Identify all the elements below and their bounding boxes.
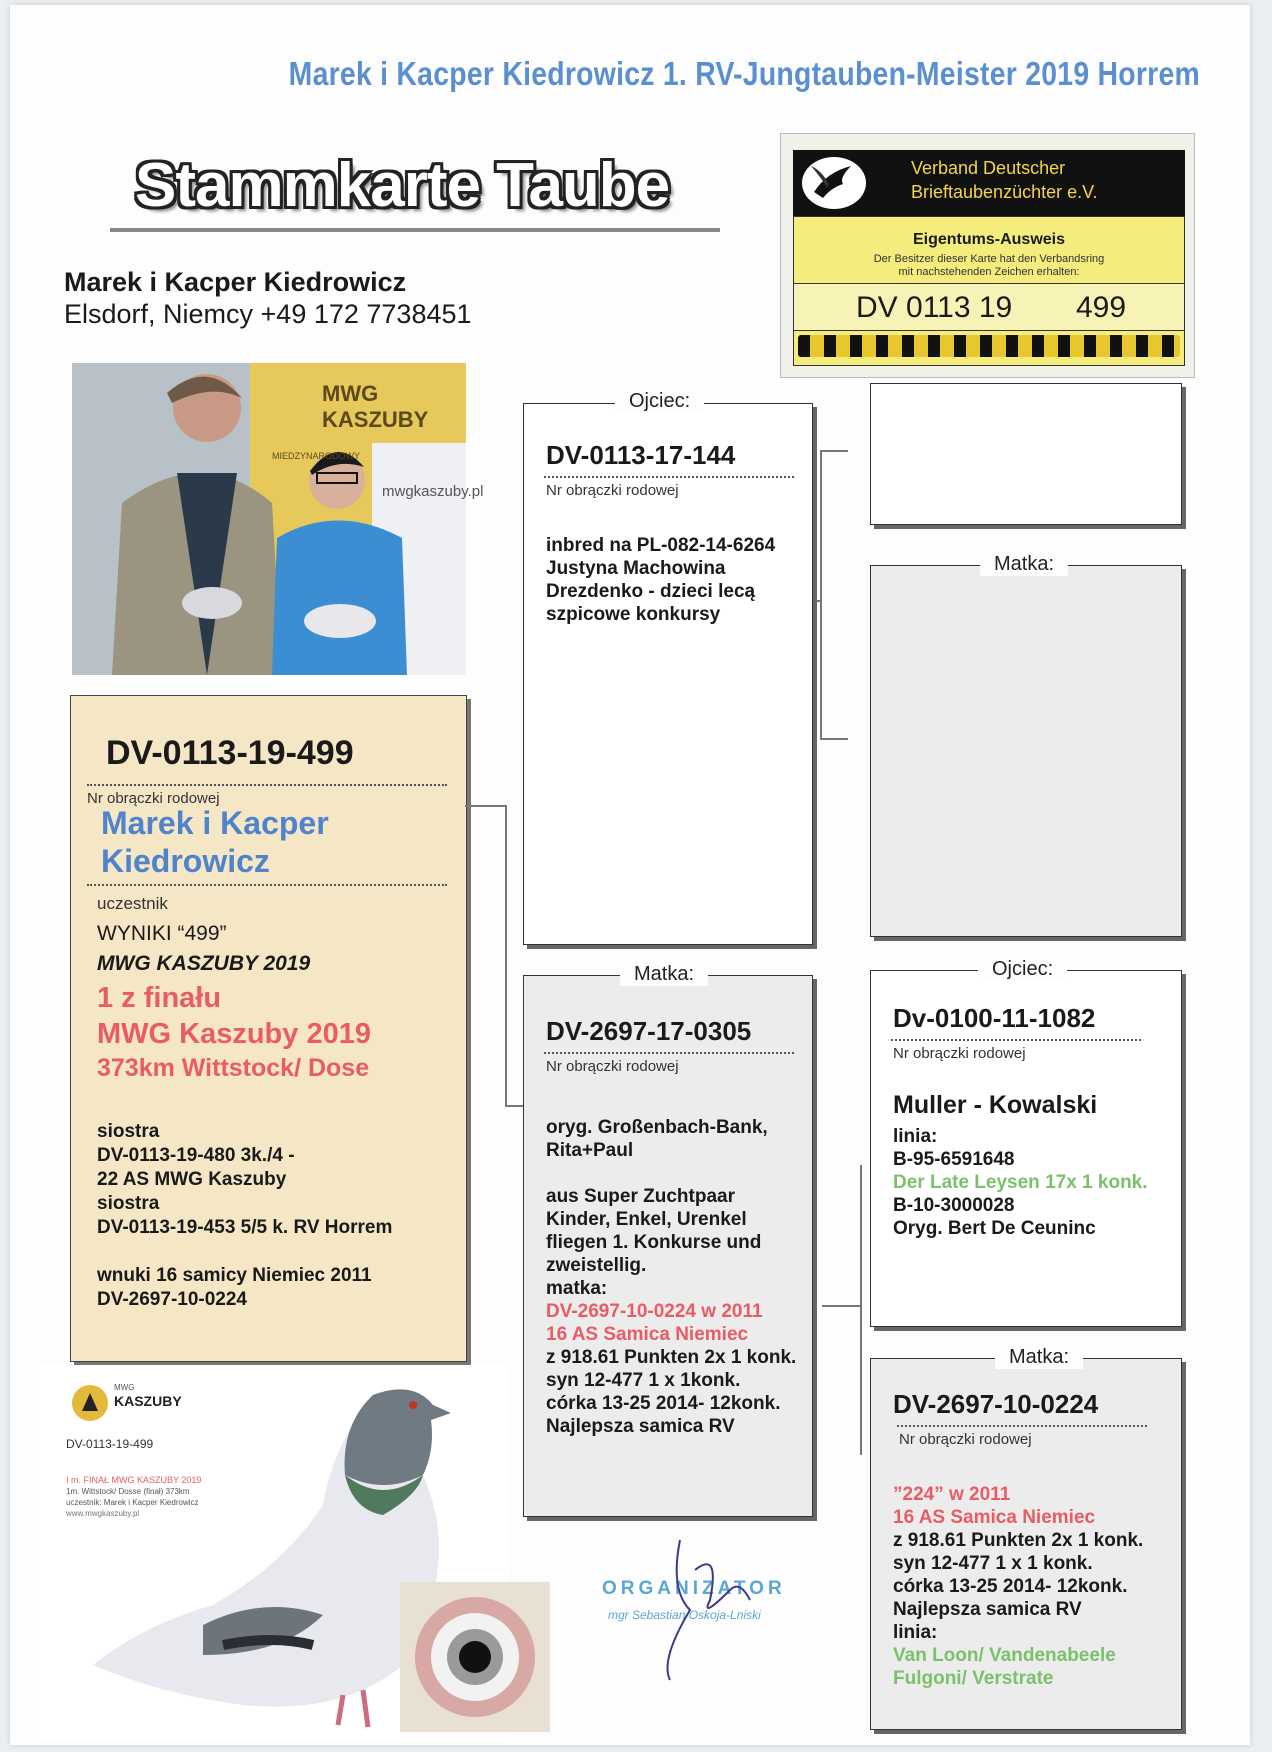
father-ring: DV-0113-17-144 <box>546 440 736 470</box>
mother-mother-info: Najlepsza samica RV <box>893 1599 1082 1620</box>
main-pigeon-card <box>70 695 467 1362</box>
mother-father-box <box>870 970 1182 1327</box>
breeders-photo <box>72 363 484 675</box>
mother-mother-info: z 918.61 Punkten 2x 1 konk. <box>893 1530 1144 1551</box>
mother-father-info: Oryg. Bert De Ceuninc <box>893 1218 1096 1239</box>
eye-closeup-image <box>400 1582 550 1732</box>
mother-info: fliegen 1. Konkurse und <box>546 1232 762 1253</box>
promo-ring: DV-0113-19-499 <box>66 1437 154 1451</box>
mother-mother-lineage: Van Loon/ Vandenabeele <box>893 1645 1116 1666</box>
connector <box>505 805 507 1105</box>
mother-info: Kinder, Enkel, Urenkel <box>546 1209 747 1230</box>
mother-mother-lineage: Fulgoni/ Verstrate <box>893 1668 1054 1689</box>
promo-line1: I m. FINAŁ MWG KASZUBY 2019 <box>66 1475 202 1485</box>
connector <box>860 1165 862 1455</box>
connector <box>820 450 822 740</box>
father-father-box <box>870 383 1182 525</box>
mother-label: Matka: <box>620 963 708 986</box>
photo-site: mwgkaszuby.pl <box>382 483 484 500</box>
ring-underline <box>891 1039 1141 1041</box>
mother-father-info: B-10-3000028 <box>893 1195 1015 1216</box>
father-ring-caption: Nr obrączki rodowej <box>546 482 679 499</box>
organizer-name: mgr Sebastian Oskoja-Lniski <box>608 1608 761 1622</box>
title-underline <box>110 228 720 232</box>
promo-line2: 1m. Wittstock/ Dosse (finał) 373km <box>66 1487 190 1496</box>
main-breeder-caption: uczestnik <box>97 894 168 913</box>
mother-mother-label: Matka: <box>995 1346 1083 1369</box>
mother-info: Najlepsza samica RV <box>546 1416 735 1437</box>
event-name: MWG KASZUBY 2019 <box>97 952 311 975</box>
connector <box>822 450 848 452</box>
connector <box>505 1105 523 1107</box>
dove-logo-icon <box>799 154 869 212</box>
mother-father-highlight: Der Late Leysen 17x 1 konk. <box>893 1172 1148 1193</box>
promo-logo: KASZUBY <box>114 1393 182 1409</box>
father-info: inbred na PL-082-14-6264 <box>546 535 776 556</box>
info-line: wnuki 16 samicy Niemiec 2011 <box>97 1265 372 1286</box>
mother-mother-highlight: ”224” w 2011 <box>893 1484 1011 1505</box>
photo-banner-sub: MIEDZYNARODOWY <box>272 451 361 461</box>
decorative-border <box>798 335 1180 357</box>
mother-mother-ring-caption: Nr obrączki rodowej <box>899 1431 1032 1448</box>
father-box <box>523 403 813 945</box>
vdb-ring-number: 499 <box>1076 291 1127 324</box>
vdb-desc1: Der Besitzer dieser Karte hat den Verbandsring <box>873 253 1105 265</box>
signature-icon <box>640 1530 760 1690</box>
promo-line4: www.mwgkaszuby.pl <box>66 1509 140 1518</box>
mother-mother-box <box>870 1358 1182 1730</box>
ring-underline <box>544 476 794 478</box>
results-label: WYNIKI “499” <box>97 922 227 945</box>
mother-mother-info: linia: <box>893 1622 938 1643</box>
ring-underline <box>544 1052 794 1054</box>
mother-mother-ring: DV-2697-10-0224 <box>893 1389 1099 1419</box>
main-ring-number: DV-0113-19-499 <box>106 734 354 772</box>
mother-info: aus Super Zuchtpaar <box>546 1186 735 1207</box>
mother-father-info: linia: <box>893 1126 938 1147</box>
info-line: DV-0113-19-453 5/5 k. RV Horrem <box>97 1217 393 1238</box>
mother-father-info: B-95-6591648 <box>893 1149 1015 1170</box>
father-mother-box <box>870 565 1182 937</box>
info-line: siostra <box>97 1121 160 1142</box>
mother-father-name: Muller - Kowalski <box>893 1091 1098 1119</box>
ring-field <box>794 283 1184 331</box>
owner-address: Elsdorf, Niemcy +49 172 7738451 <box>64 299 472 329</box>
result-place: 1 z finału <box>97 982 222 1014</box>
mother-info: oryg. Großenbach-Bank, <box>546 1117 768 1138</box>
mother-father-ring: Dv-0100-11-1082 <box>893 1003 1096 1033</box>
ownership-card-body <box>793 216 1185 366</box>
header-title: Marek i Kacper Kiedrowicz 1. RV-Jungtauben-Meister 2019 Horrem <box>288 55 1201 92</box>
info-line: siostra <box>97 1193 160 1214</box>
main-ring-caption: Nr obrączki rodowej <box>87 790 220 807</box>
ring-underline <box>897 1425 1147 1427</box>
mother-info: matka: <box>546 1278 608 1299</box>
mother-mother-info: córka 13-25 2014- 12konk. <box>893 1576 1128 1597</box>
photo-banner: MWG KASZUBY <box>322 381 429 432</box>
vdb-desc2: mit nachstehenden Zeichen erhalten: <box>898 266 1080 278</box>
mother-info: Rita+Paul <box>546 1140 634 1161</box>
mother-father-label: Ojciec: <box>978 958 1067 981</box>
mother-info: z 918.61 Punkten 2x 1 konk. <box>546 1347 797 1368</box>
vdb-line2: Brieftaubenzüchter e.V. <box>911 182 1098 202</box>
owner-name: Marek i Kacper Kiedrowicz <box>64 267 407 297</box>
vdb-ring-prefix: DV 0113 19 <box>856 291 1013 324</box>
father-label: Ojciec: <box>615 390 704 413</box>
mother-mother-info: syn 12-477 1 x 1 konk. <box>893 1553 1093 1574</box>
promo-logo-top: MWG <box>114 1383 135 1392</box>
vdb-title: Eigentums-Ausweis <box>912 231 1066 248</box>
organizer-label: ORGANIZATOR <box>602 1578 786 1599</box>
father-mother-label: Matka: <box>980 553 1068 576</box>
father-info: Justyna Machowina <box>546 558 726 579</box>
mother-info-highlight: DV-2697-10-0224 w 2011 <box>546 1301 763 1322</box>
mother-info: zweistellig. <box>546 1255 647 1276</box>
mother-box <box>523 975 813 1517</box>
ring-underline <box>87 784 447 786</box>
father-info: Drezdenko - dzieci lecą <box>546 581 756 602</box>
mother-info: córka 13-25 2014- 12konk. <box>546 1393 781 1414</box>
info-line: DV-2697-10-0224 <box>97 1289 247 1310</box>
pedigree-page <box>10 5 1250 1745</box>
result-event: MWG Kaszuby 2019 <box>97 1018 371 1050</box>
main-breeder: Marek i Kacper Kiedrowicz <box>101 805 329 879</box>
vdb-line1: Verband Deutscher <box>911 158 1066 178</box>
info-line: DV-0113-19-480 3k./4 - <box>97 1145 295 1166</box>
mother-mother-highlight: 16 AS Samica Niemiec <box>893 1507 1096 1528</box>
connector <box>822 738 848 740</box>
promo-line3: uczestnik: Marek i Kacper Kiedrowicz <box>66 1498 199 1507</box>
pigeon-eye-photo <box>400 1582 550 1732</box>
mother-info: syn 12-477 1 x 1konk. <box>546 1370 741 1391</box>
mother-ring-caption: Nr obrączki rodowej <box>546 1058 679 1075</box>
breeder-underline <box>87 884 447 886</box>
mother-ring: DV-2697-17-0305 <box>546 1016 752 1046</box>
stammkarte-title: Stammkarte Taube <box>135 151 670 220</box>
mother-father-ring-caption: Nr obrączki rodowej <box>893 1045 1026 1062</box>
mother-info-highlight: 16 AS Samica Niemiec <box>546 1324 749 1345</box>
connector <box>465 805 505 807</box>
info-line: 22 AS MWG Kaszuby <box>97 1169 287 1190</box>
father-info: szpicowe konkursy <box>546 604 721 625</box>
result-distance: 373km Wittstock/ Dose <box>97 1054 370 1082</box>
ownership-card <box>780 133 1195 378</box>
ownership-card-header <box>793 150 1185 216</box>
connector <box>822 1305 860 1307</box>
